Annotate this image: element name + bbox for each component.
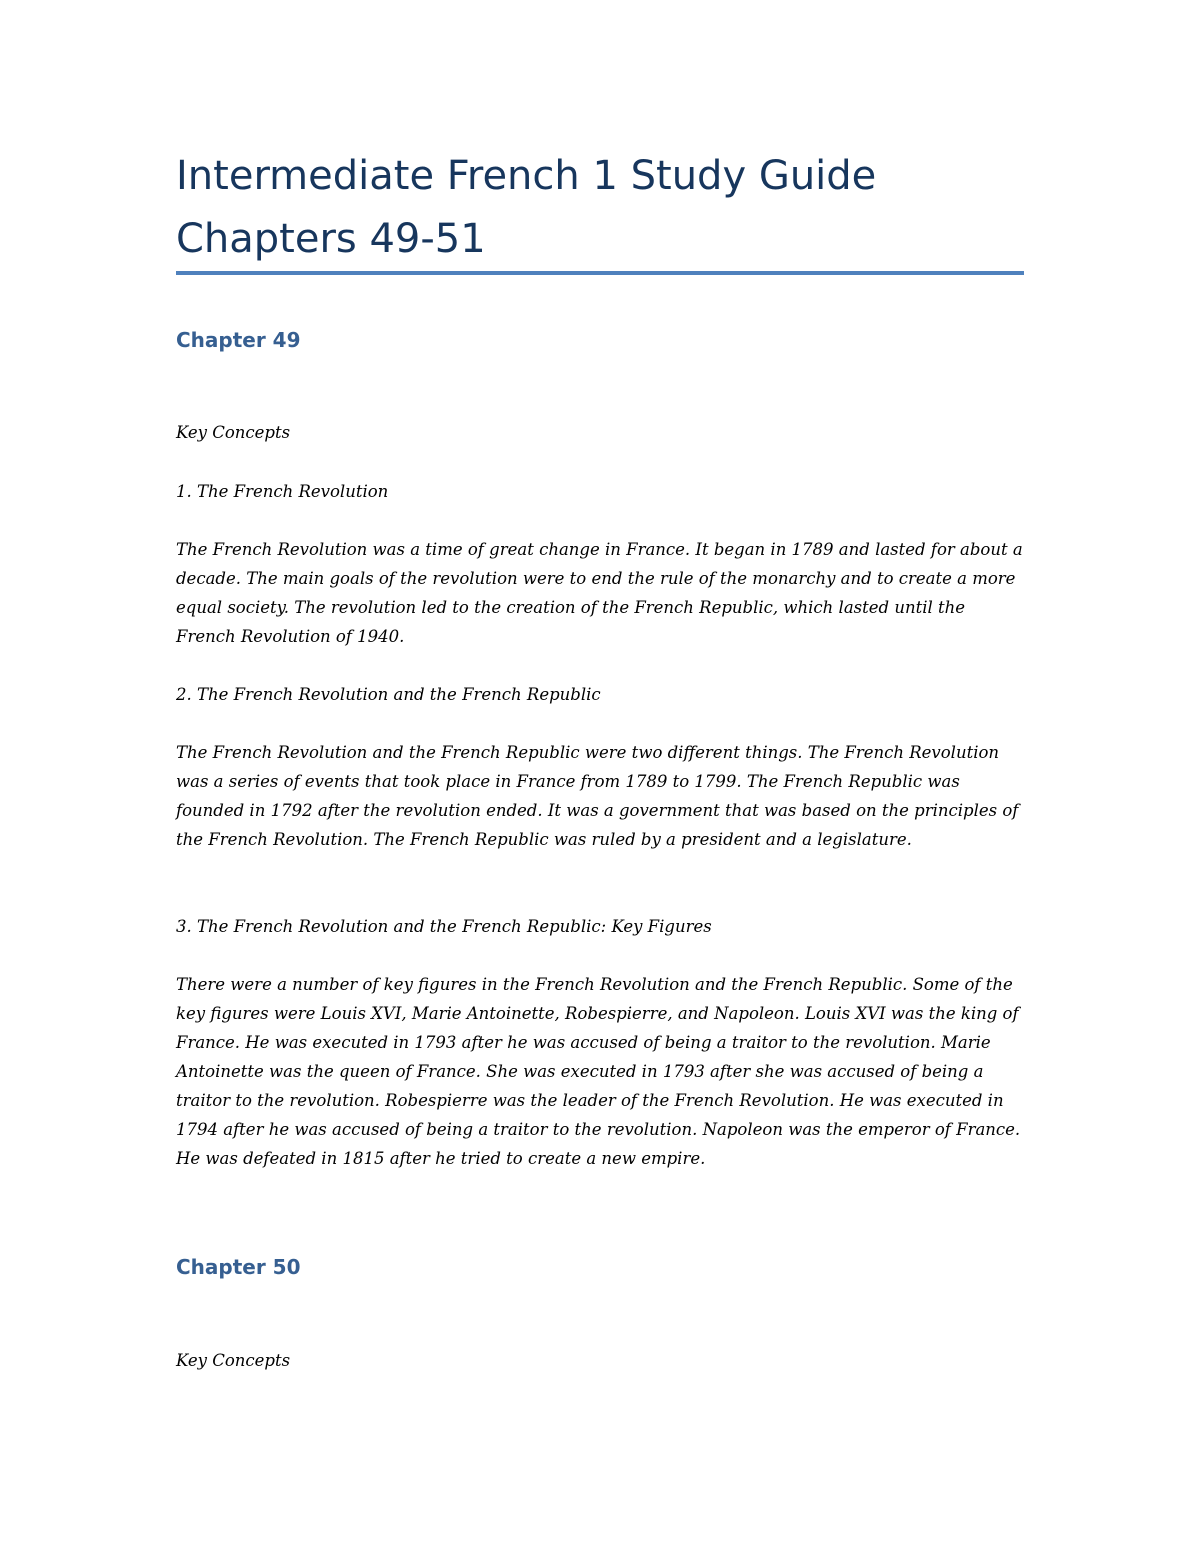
title-underline-rule — [176, 271, 1024, 275]
title-line-2: Chapters 49-51 — [176, 216, 486, 262]
chapter-49-heading: Chapter 49 — [176, 328, 301, 352]
concept-1-body: The French Revolution was a time of great change in France. It began in 1789 and lasted for about a decade. The main goals of the revolution were to end the rule of the monarchy and to create a more equal society. The revolution led to the creation of the French Republic, which lasted until the French Revolution of 1940. — [176, 540, 1023, 646]
title-line-1: Intermediate French 1 Study Guide — [176, 153, 877, 199]
concept-3-body: There were a number of key figures in the French Revolution and the French Republic. Some of the key figures were Louis XVI, Marie Antoinette, Robespierre, and Napoleon. Louis XVI was the king of France. He was executed in 1793 after he was accused of being a traitor to the revolution. Marie Antoinette was the queen of France. She was executed in 1793 after she was accused of being a traitor to the revolution. Robespierre was the leader of the French Revolution. He was executed in 1794 after he was accused of being a traitor to the revolution. Napoleon was the emperor of France. He was defeated in 1815 after he tried to create a new empire. — [176, 975, 1021, 1168]
concept-2-body: The French Revolution and the French Republic were two different things. The French Revolution was a series of events that took place in France from 1789 to 1799. The French Republic was founded in 1792 after the revolution ended. It was a government that was based on the principles of the French Revolution. The French Republic was ruled by a president and a legislature. — [176, 743, 1019, 849]
chapter-49-key-concepts-label: Key Concepts — [176, 423, 291, 442]
document-title — [176, 145, 1036, 271]
concept-2-title: 2. The French Revolution and the French Republic — [176, 685, 601, 704]
chapter-50-heading: Chapter 50 — [176, 1255, 301, 1279]
concept-3-title: 3. The French Revolution and the French Republic: Key Figures — [176, 917, 712, 936]
chapter-50-key-concepts-label: Key Concepts — [176, 1351, 291, 1370]
concept-1-title: 1. The French Revolution — [176, 482, 389, 501]
